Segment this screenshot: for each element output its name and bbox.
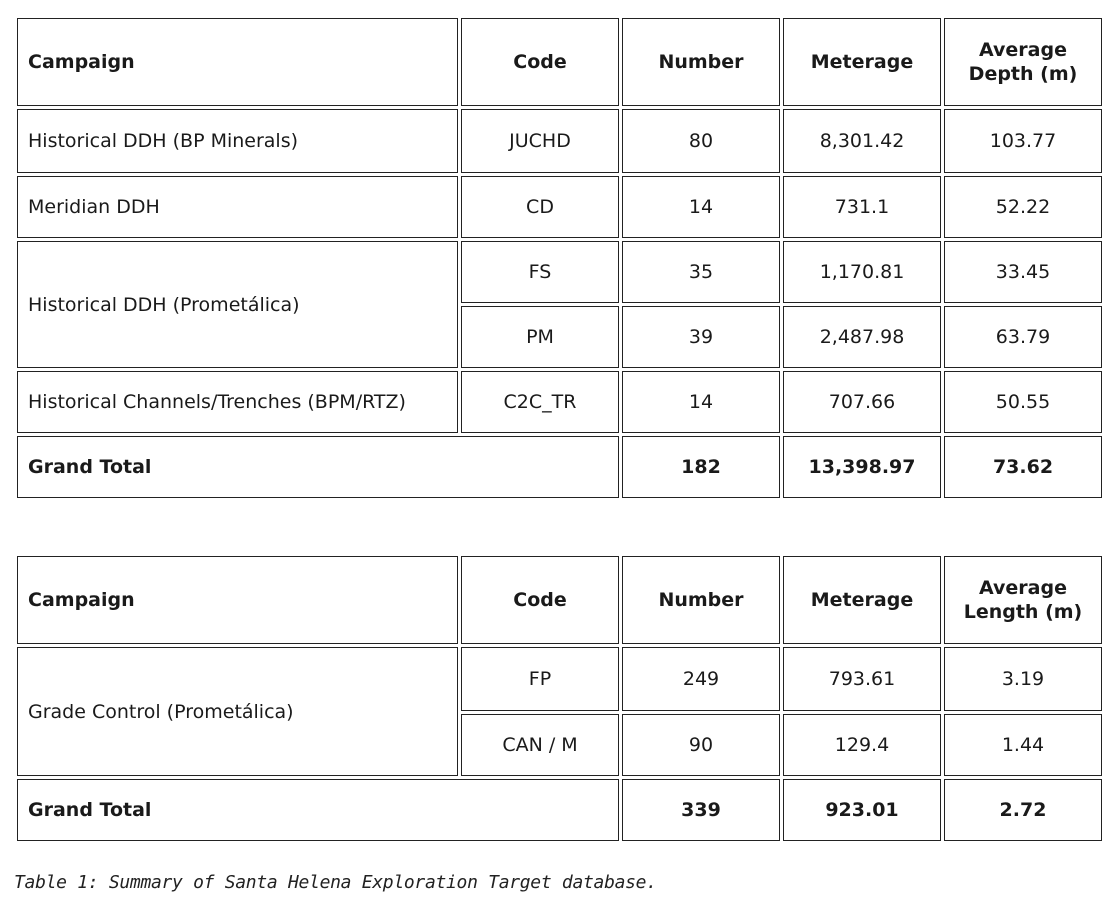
header-campaign: Campaign xyxy=(17,556,458,644)
header-average-line2: Depth (m) xyxy=(968,63,1078,85)
header-code: Code xyxy=(461,556,619,644)
table-row xyxy=(17,371,1102,433)
cell-campaign: Historical Channels/Trenches (BPM/RTZ) xyxy=(17,371,458,433)
cell-meterage: 129.4 xyxy=(783,714,941,776)
cell-average: 33.45 xyxy=(944,241,1102,303)
cell-code: CD xyxy=(461,176,619,238)
header-average-line2: Length (m) xyxy=(963,601,1083,623)
table-row xyxy=(17,109,1102,173)
cell-number: 14 xyxy=(622,371,780,433)
header-average-depth xyxy=(944,18,1102,106)
header-code: Code xyxy=(461,18,619,106)
header-campaign: Campaign xyxy=(17,18,458,106)
table-row xyxy=(17,176,1102,238)
cell-average: 50.55 xyxy=(944,371,1102,433)
grand-total-row xyxy=(17,436,1102,498)
drilling-summary-table xyxy=(14,15,1105,501)
cell-average: 63.79 xyxy=(944,306,1102,368)
cell-meterage: 707.66 xyxy=(783,371,941,433)
grade-control-table xyxy=(14,553,1105,844)
header-average-length xyxy=(944,556,1102,644)
cell-code: FP xyxy=(461,647,619,711)
cell-code: PM xyxy=(461,306,619,368)
grand-total-label: Grand Total xyxy=(17,779,619,841)
table-row xyxy=(17,241,1102,303)
cell-average: 3.19 xyxy=(944,647,1102,711)
header-number: Number xyxy=(622,556,780,644)
cell-campaign: Meridian DDH xyxy=(17,176,458,238)
cell-campaign: Historical DDH (BP Minerals) xyxy=(17,109,458,173)
cell-campaign: Historical DDH (Prometálica) xyxy=(17,241,458,368)
cell-code: FS xyxy=(461,241,619,303)
total-average: 73.62 xyxy=(944,436,1102,498)
total-average: 2.72 xyxy=(944,779,1102,841)
total-number: 182 xyxy=(622,436,780,498)
total-meterage: 13,398.97 xyxy=(783,436,941,498)
header-average-line1: Average xyxy=(979,39,1067,61)
header-number: Number xyxy=(622,18,780,106)
table-caption: Table 1: Summary of Santa Helena Exploration Target database. xyxy=(14,872,657,893)
cell-meterage: 731.1 xyxy=(783,176,941,238)
header-row xyxy=(17,18,1102,106)
header-row xyxy=(17,556,1102,644)
cell-code: JUCHD xyxy=(461,109,619,173)
cell-meterage: 1,170.81 xyxy=(783,241,941,303)
cell-code: CAN / M xyxy=(461,714,619,776)
total-number: 339 xyxy=(622,779,780,841)
total-meterage: 923.01 xyxy=(783,779,941,841)
cell-meterage: 793.61 xyxy=(783,647,941,711)
grand-total-label: Grand Total xyxy=(17,436,619,498)
cell-campaign: Grade Control (Prometálica) xyxy=(17,647,458,776)
header-meterage: Meterage xyxy=(783,18,941,106)
cell-number: 249 xyxy=(622,647,780,711)
cell-average: 103.77 xyxy=(944,109,1102,173)
cell-number: 35 xyxy=(622,241,780,303)
cell-number: 80 xyxy=(622,109,780,173)
header-meterage: Meterage xyxy=(783,556,941,644)
cell-code: C2C_TR xyxy=(461,371,619,433)
cell-number: 14 xyxy=(622,176,780,238)
table-row xyxy=(17,647,1102,711)
cell-average: 52.22 xyxy=(944,176,1102,238)
cell-meterage: 8,301.42 xyxy=(783,109,941,173)
header-average-line1: Average xyxy=(979,577,1067,599)
cell-average: 1.44 xyxy=(944,714,1102,776)
cell-meterage: 2,487.98 xyxy=(783,306,941,368)
grand-total-row xyxy=(17,779,1102,841)
cell-number: 39 xyxy=(622,306,780,368)
cell-number: 90 xyxy=(622,714,780,776)
